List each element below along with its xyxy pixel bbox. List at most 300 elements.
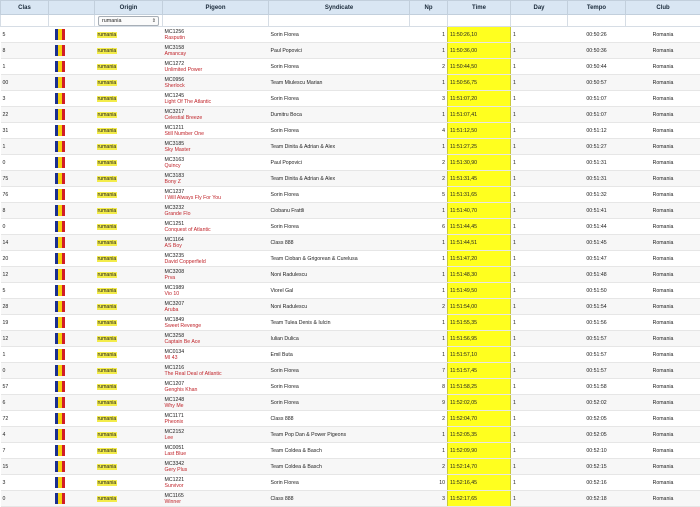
table-row[interactable] <box>1 187 700 203</box>
origin-cell <box>95 299 163 315</box>
club-cell: Romania <box>626 443 700 459</box>
pigeon-name-link[interactable]: I Will Always Fly For You <box>165 195 267 201</box>
np-cell: 2 <box>410 155 448 171</box>
tempo-cell: 00:50:44 <box>568 59 626 75</box>
np-cell: 1 <box>410 235 448 251</box>
club-cell: Romania <box>626 155 700 171</box>
time-cell: 11:52:04,70 <box>448 411 511 427</box>
origin-label: rumania <box>97 256 118 262</box>
time-cell: 11:52:14,70 <box>448 459 511 475</box>
rank-cell: 72 <box>1 411 49 427</box>
romania-flag-icon <box>55 205 66 216</box>
rank-cell: 6 <box>1 395 49 411</box>
origin-cell <box>95 59 163 75</box>
romania-flag-icon <box>55 237 66 248</box>
romania-flag-icon <box>55 333 66 344</box>
origin-cell <box>95 427 163 443</box>
np-cell: 1 <box>410 43 448 59</box>
np-cell: 4 <box>410 123 448 139</box>
table-row[interactable] <box>1 171 700 187</box>
time-cell: 11:51:30,90 <box>448 155 511 171</box>
tempo-cell: 00:52:15 <box>568 459 626 475</box>
pigeon-cell <box>163 363 269 379</box>
pigeon-name-link[interactable]: Prva <box>165 275 267 281</box>
pigeon-cell <box>163 235 269 251</box>
rank-cell: 5 <box>1 283 49 299</box>
col-header-pigeon[interactable]: Pigeon <box>163 1 269 15</box>
np-cell: 2 <box>410 411 448 427</box>
time-cell: 11:52:05,35 <box>448 427 511 443</box>
pigeon-name-link[interactable]: Sweet Revenge <box>165 323 267 329</box>
day-cell: 1 <box>511 107 568 123</box>
tempo-cell: 00:51:31 <box>568 155 626 171</box>
pigeon-name-link[interactable]: Sherlock <box>165 83 267 89</box>
table-row[interactable] <box>1 459 700 475</box>
tempo-cell: 00:52:16 <box>568 475 626 491</box>
pigeon-name-link[interactable]: Conquest of Atlantic <box>165 227 267 233</box>
origin-cell <box>95 75 163 91</box>
club-cell: Romania <box>626 139 700 155</box>
rank-cell: 1 <box>1 59 49 75</box>
origin-cell <box>95 187 163 203</box>
day-cell: 1 <box>511 379 568 395</box>
table-row[interactable] <box>1 203 700 219</box>
day-cell: 1 <box>511 75 568 91</box>
rank-cell: 28 <box>1 299 49 315</box>
origin-cell <box>95 459 163 475</box>
origin-label: rumania <box>97 416 118 422</box>
origin-cell <box>95 379 163 395</box>
origin-cell <box>95 107 163 123</box>
table-row[interactable] <box>1 59 700 75</box>
pigeon-name-link[interactable]: Celestial Breeze <box>165 115 267 121</box>
pigeon-cell <box>163 59 269 75</box>
origin-label: rumania <box>97 80 118 86</box>
pigeon-cell <box>163 443 269 459</box>
filter-cell <box>163 15 269 27</box>
syndicate-cell: Sorin Florea <box>269 59 410 75</box>
time-cell: 11:51:49,50 <box>448 283 511 299</box>
romania-flag-icon <box>55 93 66 104</box>
np-cell: 2 <box>410 459 448 475</box>
col-header-tempo[interactable]: Tempo <box>568 1 626 15</box>
table-row[interactable] <box>1 427 700 443</box>
pigeon-cell <box>163 219 269 235</box>
romania-flag-icon <box>55 269 66 280</box>
np-cell: 1 <box>410 427 448 443</box>
pigeon-name-link[interactable]: Unlimited Power <box>165 67 267 73</box>
col-header-club[interactable]: Club <box>626 1 700 15</box>
filter-cell <box>626 15 700 27</box>
romania-flag-icon <box>55 381 66 392</box>
filter-cell <box>568 15 626 27</box>
romania-flag-icon <box>55 349 66 360</box>
time-cell: 11:51:31,65 <box>448 187 511 203</box>
day-cell: 1 <box>511 459 568 475</box>
pigeon-ring-id: MC3158 <box>165 45 267 51</box>
time-cell: 11:51:57,10 <box>448 347 511 363</box>
romania-flag-icon <box>55 173 66 184</box>
club-cell: Romania <box>626 299 700 315</box>
day-cell: 1 <box>511 283 568 299</box>
syndicate-cell: Noni Radulescu <box>269 267 410 283</box>
origin-cell <box>95 283 163 299</box>
table-row[interactable] <box>1 347 700 363</box>
pigeon-name-link[interactable]: Vio 10 <box>165 291 267 297</box>
time-cell: 11:51:07,41 <box>448 107 511 123</box>
table-row[interactable] <box>1 155 700 171</box>
pigeon-name-link[interactable]: Grande Flo <box>165 211 267 217</box>
pigeon-name-link[interactable]: Bony Z <box>165 179 267 185</box>
pigeon-ring-id: MC0956 <box>165 77 267 83</box>
pigeon-cell <box>163 347 269 363</box>
pigeon-cell <box>163 27 269 43</box>
pigeon-name-link[interactable]: AS Boy <box>165 243 267 249</box>
origin-label: rumania <box>97 64 118 70</box>
table-row[interactable] <box>1 395 700 411</box>
day-cell: 1 <box>511 187 568 203</box>
origin-label: rumania <box>97 448 118 454</box>
rank-cell: 75 <box>1 171 49 187</box>
syndicate-cell: Team Coldea & Basch <box>269 459 410 475</box>
table-row[interactable] <box>1 107 700 123</box>
col-header-flag <box>49 1 95 15</box>
flag-cell <box>49 283 95 299</box>
romania-flag-icon <box>55 413 66 424</box>
tempo-cell: 00:51:48 <box>568 267 626 283</box>
origin-label: rumania <box>97 32 118 38</box>
origin-cell <box>95 43 163 59</box>
origin-cell <box>95 267 163 283</box>
np-cell: 6 <box>410 219 448 235</box>
rank-cell: 3 <box>1 475 49 491</box>
filter-cell <box>511 15 568 27</box>
origin-label: rumania <box>97 352 118 358</box>
day-cell: 1 <box>511 139 568 155</box>
origin-cell <box>95 155 163 171</box>
pigeon-name-link[interactable]: Pheonix <box>165 419 267 425</box>
pigeon-ring-id: MC0051 <box>165 445 267 451</box>
origin-label: rumania <box>97 400 118 406</box>
day-cell: 1 <box>511 123 568 139</box>
pigeon-ring-id: MC1221 <box>165 477 267 483</box>
pigeon-ring-id: MC1256 <box>165 29 267 35</box>
day-cell: 1 <box>511 331 568 347</box>
time-cell: 11:51:40,70 <box>448 203 511 219</box>
pigeon-ring-id: MC0134 <box>165 349 267 355</box>
pigeon-cell <box>163 283 269 299</box>
rank-cell: 76 <box>1 187 49 203</box>
np-cell: 10 <box>410 475 448 491</box>
np-cell: 1 <box>410 347 448 363</box>
syndicate-cell: Team Cioban & Grigorean & Curelusa <box>269 251 410 267</box>
table-row[interactable] <box>1 475 700 491</box>
tempo-cell: 00:51:32 <box>568 187 626 203</box>
flag-cell <box>49 459 95 475</box>
club-cell: Romania <box>626 251 700 267</box>
np-cell: 1 <box>410 27 448 43</box>
pigeon-cell <box>163 75 269 91</box>
pigeon-name-link[interactable]: Captain Be Ace <box>165 339 267 345</box>
club-cell: Romania <box>626 395 700 411</box>
pigeon-ring-id: MC1165 <box>165 493 267 499</box>
day-cell: 1 <box>511 315 568 331</box>
pigeon-ring-id: MC2152 <box>165 429 267 435</box>
day-cell: 1 <box>511 251 568 267</box>
tempo-cell: 00:52:10 <box>568 443 626 459</box>
tempo-cell: 00:51:57 <box>568 347 626 363</box>
table-row[interactable] <box>1 299 700 315</box>
day-cell: 1 <box>511 443 568 459</box>
col-header-time[interactable]: Time <box>448 1 511 15</box>
pigeon-cell <box>163 155 269 171</box>
day-cell: 1 <box>511 347 568 363</box>
time-cell: 11:51:44,45 <box>448 219 511 235</box>
np-cell: 1 <box>410 267 448 283</box>
select-arrows-icon: ⇕ <box>152 17 156 25</box>
tempo-cell: 00:51:12 <box>568 123 626 139</box>
table-row[interactable] <box>1 91 700 107</box>
pigeon-name-link[interactable]: Survivor <box>165 483 267 489</box>
pigeon-name-link[interactable]: Light Of The Atlantic <box>165 99 267 105</box>
table-row[interactable] <box>1 27 700 43</box>
pigeon-name-link[interactable]: The Real Deal of Atlantic <box>165 371 267 377</box>
pigeon-ring-id: MC3217 <box>165 109 267 115</box>
time-cell: 11:51:12,50 <box>448 123 511 139</box>
col-header-syndicate[interactable]: Syndicate <box>269 1 410 15</box>
pigeon-ring-id: MC3208 <box>165 269 267 275</box>
pigeon-name-link[interactable]: Aruba <box>165 307 267 313</box>
tempo-cell: 00:51:47 <box>568 251 626 267</box>
origin-filter-value: rumania <box>102 18 121 24</box>
filter-cell <box>410 15 448 27</box>
pigeon-name-link[interactable]: Why Me <box>165 403 267 409</box>
table-row[interactable] <box>1 363 700 379</box>
col-header-day[interactable]: Day <box>511 1 568 15</box>
pigeon-name-link[interactable]: Rasputin <box>165 35 267 41</box>
syndicate-cell: Sorin Florea <box>269 187 410 203</box>
flag-cell <box>49 475 95 491</box>
pigeon-ring-id: MC3342 <box>165 461 267 467</box>
pigeon-cell <box>163 171 269 187</box>
club-cell: Romania <box>626 379 700 395</box>
romania-flag-icon <box>55 141 66 152</box>
pigeon-cell <box>163 299 269 315</box>
flag-cell <box>49 107 95 123</box>
club-cell: Romania <box>626 219 700 235</box>
romania-flag-icon <box>55 301 66 312</box>
rank-cell: 12 <box>1 331 49 347</box>
pigeon-name-link[interactable]: David Copperfield <box>165 259 267 265</box>
club-cell: Romania <box>626 411 700 427</box>
flag-cell <box>49 395 95 411</box>
romania-flag-icon <box>55 221 66 232</box>
club-cell: Romania <box>626 187 700 203</box>
origin-label: rumania <box>97 128 118 134</box>
table-row[interactable] <box>1 315 700 331</box>
pigeon-cell <box>163 43 269 59</box>
pigeon-cell <box>163 491 269 507</box>
romania-flag-icon <box>55 61 66 72</box>
filter-row <box>1 15 700 27</box>
table-row[interactable] <box>1 43 700 59</box>
origin-label: rumania <box>97 112 118 118</box>
origin-cell <box>95 475 163 491</box>
rank-cell: 57 <box>1 379 49 395</box>
origin-cell <box>95 491 163 507</box>
flag-cell <box>49 299 95 315</box>
col-header-np[interactable]: Np <box>410 1 448 15</box>
romania-flag-icon <box>55 125 66 136</box>
table-row[interactable] <box>1 123 700 139</box>
club-cell: Romania <box>626 171 700 187</box>
filter-cell <box>1 15 49 27</box>
day-cell: 1 <box>511 235 568 251</box>
syndicate-cell: Sorin Florea <box>269 395 410 411</box>
np-cell: 1 <box>410 443 448 459</box>
pigeon-ring-id: MC3185 <box>165 141 267 147</box>
np-cell: 2 <box>410 59 448 75</box>
origin-label: rumania <box>97 192 118 198</box>
origin-cell <box>95 363 163 379</box>
rank-cell: 0 <box>1 363 49 379</box>
rank-cell: 3 <box>1 91 49 107</box>
time-cell: 11:51:48,30 <box>448 267 511 283</box>
syndicate-cell: Team Coldea & Basch <box>269 443 410 459</box>
col-header-clas[interactable]: Clas <box>1 1 49 15</box>
filter-cell-origin <box>95 15 163 27</box>
table-row[interactable] <box>1 267 700 283</box>
np-cell: 3 <box>410 491 448 507</box>
pigeon-name-link[interactable]: MI 43 <box>165 355 267 361</box>
tempo-cell: 00:52:05 <box>568 411 626 427</box>
origin-filter-select[interactable] <box>98 16 159 26</box>
pigeon-name-link[interactable]: Quincy <box>165 163 267 169</box>
tempo-cell: 00:50:57 <box>568 75 626 91</box>
syndicate-cell: Team Miulescu Marian <box>269 75 410 91</box>
origin-label: rumania <box>97 480 118 486</box>
flag-cell <box>49 203 95 219</box>
pigeon-name-link[interactable]: Sky Master <box>165 147 267 153</box>
romania-flag-icon <box>55 157 66 168</box>
tempo-cell: 00:51:50 <box>568 283 626 299</box>
pigeon-name-link[interactable]: Amancay <box>165 51 267 57</box>
time-cell: 11:51:55,35 <box>448 315 511 331</box>
club-cell: Romania <box>626 315 700 331</box>
rank-cell: 7 <box>1 443 49 459</box>
time-cell: 11:51:44,51 <box>448 235 511 251</box>
table-row[interactable] <box>1 251 700 267</box>
syndicate-cell: Class 888 <box>269 235 410 251</box>
club-cell: Romania <box>626 347 700 363</box>
pigeon-name-link[interactable]: Lee <box>165 435 267 441</box>
tempo-cell: 00:51:54 <box>568 299 626 315</box>
table-row[interactable] <box>1 443 700 459</box>
syndicate-cell: Class 888 <box>269 411 410 427</box>
time-cell: 11:52:09,90 <box>448 443 511 459</box>
np-cell: 1 <box>410 203 448 219</box>
pigeon-cell <box>163 139 269 155</box>
origin-label: rumania <box>97 208 118 214</box>
day-cell: 1 <box>511 299 568 315</box>
flag-cell <box>49 91 95 107</box>
time-cell: 11:51:27,25 <box>448 139 511 155</box>
np-cell: 7 <box>410 363 448 379</box>
rank-cell: 8 <box>1 43 49 59</box>
syndicate-cell: Sorin Florea <box>269 379 410 395</box>
np-cell: 2 <box>410 171 448 187</box>
origin-label: rumania <box>97 224 118 230</box>
tempo-cell: 00:50:36 <box>568 43 626 59</box>
romania-flag-icon <box>55 461 66 472</box>
pigeon-cell <box>163 251 269 267</box>
pigeon-name-link[interactable]: Winner <box>165 499 267 505</box>
pigeon-ring-id: MC3183 <box>165 173 267 179</box>
np-cell: 2 <box>410 299 448 315</box>
syndicate-cell: Ciobanu Frattli <box>269 203 410 219</box>
syndicate-cell: Sorin Florea <box>269 475 410 491</box>
flag-cell <box>49 139 95 155</box>
origin-cell <box>95 203 163 219</box>
syndicate-cell: Emil Buta <box>269 347 410 363</box>
col-header-origin[interactable]: Origin <box>95 1 163 15</box>
pigeon-cell <box>163 107 269 123</box>
time-cell: 11:50:56,75 <box>448 75 511 91</box>
pigeon-name-link[interactable]: Genghis Khan <box>165 387 267 393</box>
rank-cell: 31 <box>1 123 49 139</box>
pigeon-name-link[interactable]: Still Number One <box>165 131 267 137</box>
pigeon-name-link[interactable]: Gery Plus <box>165 467 267 473</box>
flag-cell <box>49 267 95 283</box>
filter-cell <box>49 15 95 27</box>
flag-cell <box>49 347 95 363</box>
pigeon-cell <box>163 459 269 475</box>
day-cell: 1 <box>511 475 568 491</box>
rank-cell: 20 <box>1 251 49 267</box>
table-row[interactable] <box>1 331 700 347</box>
table-row[interactable] <box>1 411 700 427</box>
tempo-cell: 00:51:07 <box>568 107 626 123</box>
pigeon-ring-id: MC1237 <box>165 189 267 195</box>
pigeon-ring-id: MC1251 <box>165 221 267 227</box>
table-row[interactable] <box>1 75 700 91</box>
romania-flag-icon <box>55 109 66 120</box>
table-row[interactable] <box>1 235 700 251</box>
day-cell: 1 <box>511 363 568 379</box>
time-cell: 11:50:44,50 <box>448 59 511 75</box>
tempo-cell: 00:52:02 <box>568 395 626 411</box>
club-cell: Romania <box>626 475 700 491</box>
time-cell: 11:51:07,20 <box>448 91 511 107</box>
rank-cell: 19 <box>1 315 49 331</box>
pigeon-name-link[interactable]: Last Blue <box>165 451 267 457</box>
origin-label: rumania <box>97 336 118 342</box>
origin-label: rumania <box>97 144 118 150</box>
table-row[interactable] <box>1 379 700 395</box>
club-cell: Romania <box>626 235 700 251</box>
table-row[interactable] <box>1 283 700 299</box>
flag-cell <box>49 443 95 459</box>
pigeon-cell <box>163 331 269 347</box>
origin-label: rumania <box>97 160 118 166</box>
flag-cell <box>49 123 95 139</box>
club-cell: Romania <box>626 203 700 219</box>
table-row[interactable] <box>1 219 700 235</box>
origin-cell <box>95 331 163 347</box>
table-row[interactable] <box>1 491 700 507</box>
romania-flag-icon <box>55 445 66 456</box>
table-row[interactable] <box>1 139 700 155</box>
